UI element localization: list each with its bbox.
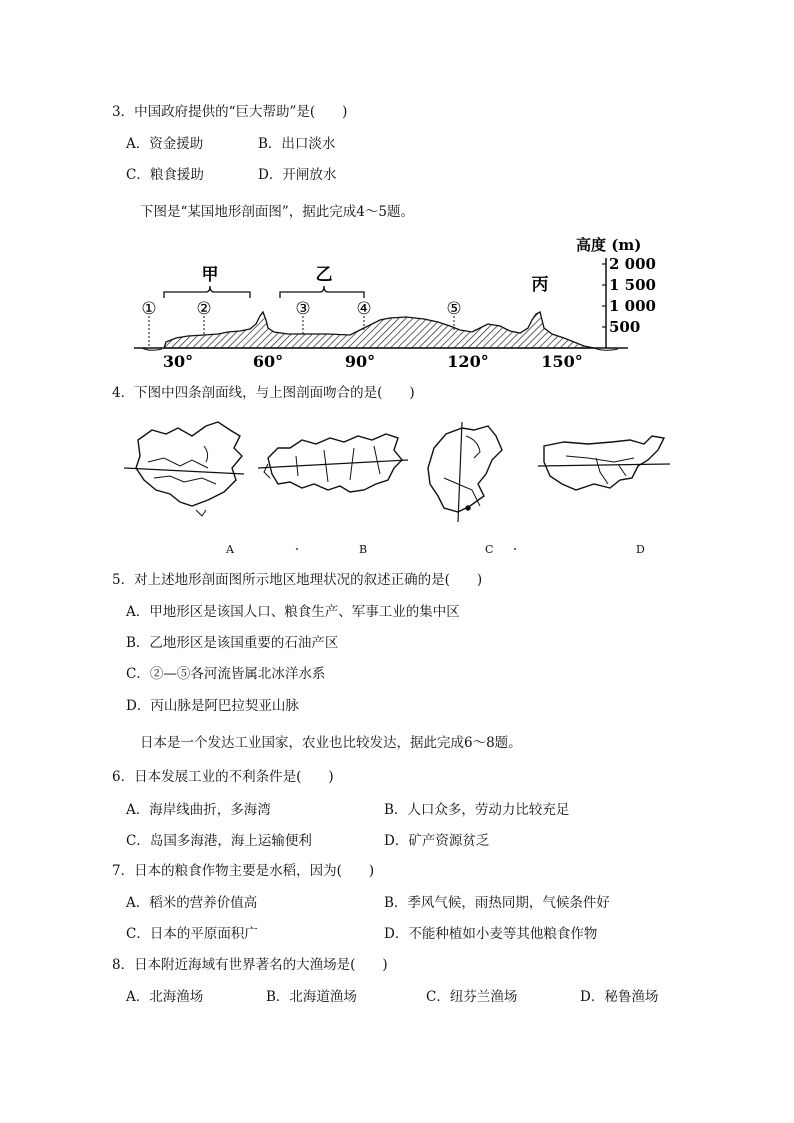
point-label-1: ①: [141, 299, 157, 319]
q5-stem: 5．对上述地形剖面图所示地区地理状况的叙述正确的是( ): [112, 572, 483, 588]
point-label-2: ②: [196, 299, 212, 319]
point-label-5: ⑤: [446, 299, 462, 319]
q8-option-d: D．秘鲁渔场: [580, 989, 659, 1005]
q5-option-c: C．②—⑤各河流皆属北冰洋水系: [126, 666, 326, 682]
height-tick-1000: 1 000: [609, 297, 656, 315]
map-label-a: A: [226, 543, 234, 556]
intro-4-5: 下图是“某国地形剖面图”，据此完成4～5题。: [140, 204, 414, 220]
q7-option-a: A．稻米的营养价值高: [126, 895, 258, 911]
q5-option-b: B．乙地形区是该国重要的石油产区: [126, 635, 339, 651]
q5-option-d: D．丙山脉是阿巴拉契亚山脉: [126, 698, 299, 714]
q8-option-b: B．北海道渔场: [266, 989, 357, 1005]
terrain-profile: [164, 312, 594, 348]
q8-option-a: A．北海渔场: [126, 989, 204, 1005]
x-tick-90: 90°: [344, 352, 376, 371]
q3-option-b: B．出口淡水: [258, 136, 336, 152]
map-c-continent-outline: [428, 422, 502, 522]
q7-stem: 7．日本的粮食作物主要是水稻，因为( ): [112, 863, 375, 879]
q3-option-d: D．开闸放水: [258, 167, 337, 183]
decorative-dot: [296, 548, 298, 550]
x-tick-150: 150°: [541, 352, 583, 371]
map-a-china-outline: [124, 422, 244, 516]
x-tick-120: 120°: [447, 352, 489, 371]
q6-option-a: A．海岸线曲折，多海湾: [126, 802, 271, 818]
x-tick-30: 30°: [162, 352, 194, 371]
height-tick-500: 500: [609, 318, 641, 336]
brace-yi: [280, 286, 364, 298]
q5-option-a: A．甲地形区是该国人口、粮食生产、军事工业的集中区: [126, 604, 460, 620]
region-label-jia: 甲: [201, 265, 219, 285]
q6-option-d: D．矿产资源贫乏: [384, 833, 490, 849]
q7-option-c: C．日本的平原面积广: [126, 926, 258, 942]
terrain-profile-diagram: [128, 228, 656, 373]
q3-option-c: C．粮食援助: [126, 167, 204, 183]
map-label-b: B: [359, 543, 368, 556]
q3-stem: 3．中国政府提供的“巨大帮助”是( ): [112, 104, 348, 120]
region-label-bing: 丙: [531, 275, 549, 295]
decorative-dot: [514, 548, 516, 550]
q3-option-a: A．资金援助: [126, 136, 204, 152]
q8-option-c: C．纽芬兰渔场: [426, 989, 518, 1005]
intro-6-8: 日本是一个发达工业国家，农业也比较发达，据此完成6～8题。: [140, 735, 522, 751]
q7-option-b: B．季风气候，雨热同期，气候条件好: [384, 895, 610, 911]
point-label-3: ③: [295, 299, 311, 319]
q4-stem: 4．下图中四条剖面线，与上图剖面吻合的是( ): [112, 385, 415, 401]
height-tick-2000: 2 000: [609, 255, 656, 273]
q6-option-c: C．岛国多海港，海上运输便利: [126, 833, 312, 849]
height-tick-1500: 1 500: [609, 276, 656, 294]
q6-option-b: B．人口众多，劳动力比较充足: [384, 802, 570, 818]
map-label-d: D: [636, 543, 645, 556]
q7-option-d: D．不能种植如小麦等其他粮食作物: [384, 926, 598, 942]
map-b-russia-outline: [258, 434, 408, 492]
height-axis-title: 高度 (m): [576, 236, 642, 254]
map-label-c: C: [485, 543, 494, 556]
q6-stem: 6．日本发展工业的不利条件是( ): [112, 769, 334, 785]
region-label-yi: 乙: [315, 265, 333, 285]
point-label-4: ④: [356, 299, 372, 319]
brace-jia: [164, 286, 250, 298]
x-tick-60: 60°: [252, 352, 284, 371]
q8-stem: 8．日本附近海域有世界著名的大渔场是( ): [112, 957, 388, 973]
outline-maps: [118, 418, 678, 523]
map-d-usa-outline: [538, 436, 670, 490]
